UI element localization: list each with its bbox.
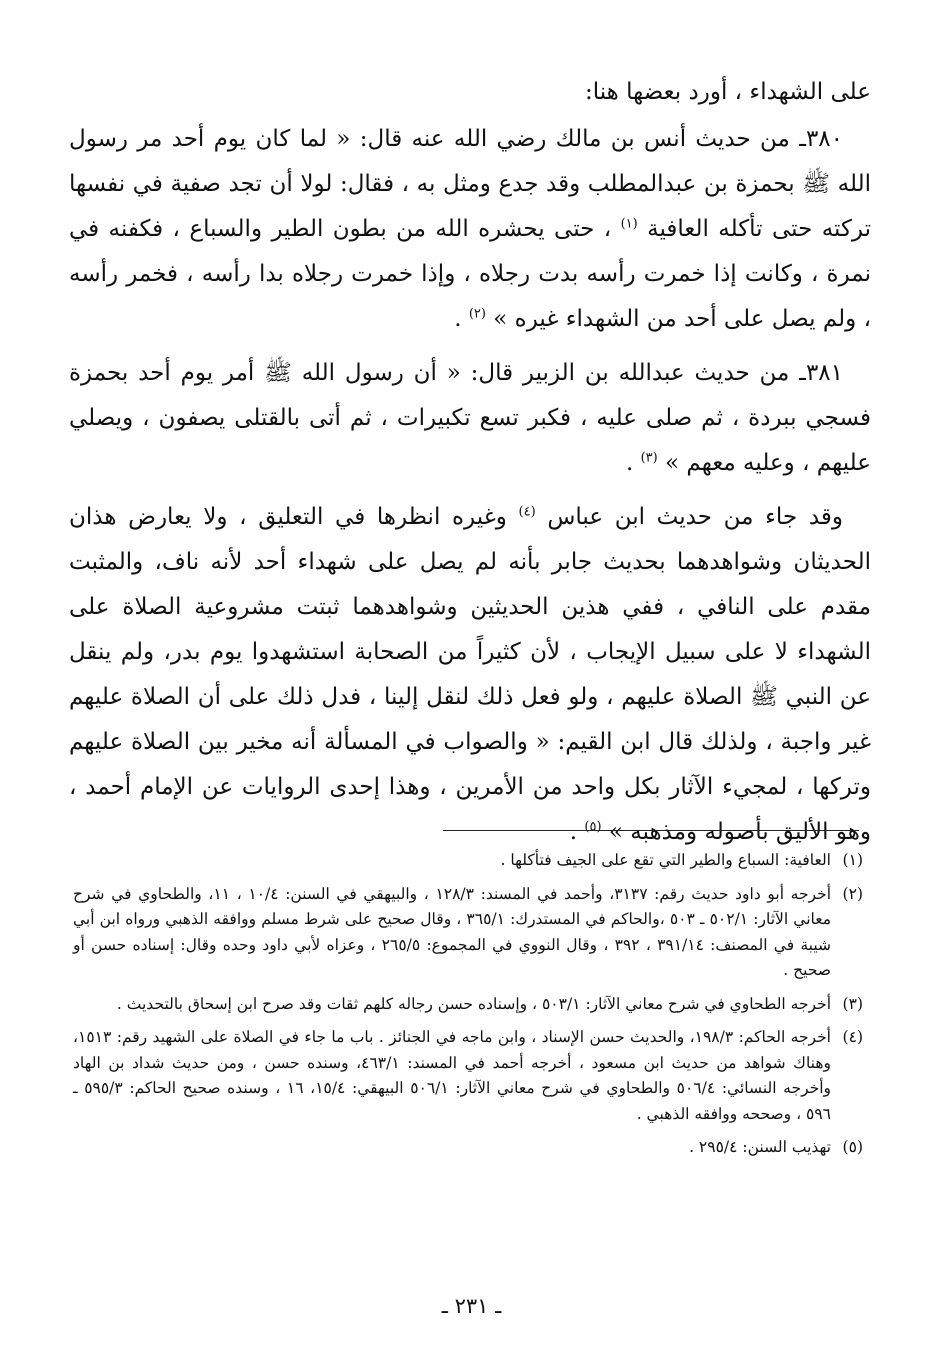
commentary-text: وقد جاء من حديث ابن عباس bbox=[547, 504, 843, 530]
footnote-ref-2[interactable]: (٢) bbox=[468, 306, 486, 322]
footnote-text: أخرجه الحاكم: ١٩٨/٣، والحديث حسن الإسناد ، وابن ماجه في الجنائز . باب ما جاء في الصلاة على الشهيد رقم: ١٥١٣، وهناك شواهد من حديث ابن مسعود ، أخرجه أحمد في المسند: ٤٦٣/١، وسنده حسن ، ومن حديث شداد بن الهاد وأخرجه النسائي: ٥٠٦/٤ والطحاوي في شرح معاني الآثار: ٥٠٦/١ البيهقي: ١٥/٤، ١٦ ، وسنده صحيح الحاكم: ٥٩٥/٣ ـ ٥٩٦ ، وصححه ووافقه الذهبي . bbox=[73, 1028, 832, 1123]
footnote-ref-3[interactable]: (٣) bbox=[640, 450, 658, 466]
footnote-text: العافية: السباع والطير التي تقع على الجيف فتأكلها . bbox=[500, 851, 831, 869]
footnote-text: أخرجه الطحاوي في شرح معاني الآثار: ٥٠٣/١ ، وإسناده حسن رجاله كلهم ثقات وقد صرح ابن إسحاق بالتحديث . bbox=[116, 994, 831, 1013]
footnote-5 bbox=[73, 1135, 863, 1161]
commentary-text-cont: وغيره انظرها في التعليق ، ولا يعارض هذان الحديثان وشواهدهما بحديث جابر بأنه لم يصل على شهداء أحد لأنه ناف، والمثبت مقدم على النافي ، ففي هذين الحديثين وشواهدهما ثبتت مشروعية الصلاة على الشهداء لا على سبيل الإيجاب ، لأن كثيراً من الصحابة استشهدوا يوم بدر، ولم ينقل عن النبي ﷺ الصلاة عليهم ، ولو فعل ذلك لنقل إلينا ، فدل ذلك على أن الصلاة عليهم غير واجبة ، ولذلك قال ابن القيم: « والصواب في المسألة أنه مخير بين الصلاة عليهم وتركها ، لمجيء الآثار بكل واحد من الأمرين ، وهذا إحدى الروايات عن الإمام أحمد ، وهو الأليق بأصوله ومذهبه » bbox=[69, 504, 871, 845]
footnote-4 bbox=[73, 1025, 863, 1127]
commentary-paragraph bbox=[69, 495, 871, 855]
footnote-3 bbox=[73, 992, 863, 1018]
commentary-end: . bbox=[569, 819, 578, 845]
footnote-text: تهذيب السنن: ٢٩٥/٤ . bbox=[689, 1138, 831, 1156]
hadith-381-text: ٣٨١ـ من حديث عبدالله بن الزبير قال: « أن رسول الله ﷺ أمر يوم أحد بحمزة فسجي ببردة ، ثم صلى عليه ، فكبر تسع تكبيرات ، ثم أتى بالقتلى يصفون ، ويصلي عليهم ، وعليه معهم » bbox=[69, 360, 871, 476]
footnote-number: (٢) bbox=[842, 884, 863, 903]
page-number: ـ ٢٣١ ـ bbox=[441, 1294, 502, 1318]
footnote-number: (٤) bbox=[842, 1028, 863, 1046]
hadith-380 bbox=[69, 117, 871, 342]
hadith-380-text: ٣٨٠ـ من حديث أنس بن مالك رضي الله عنه قال: « لما كان يوم أحد مر رسول الله ﷺ بحمزة بن عبدالمطلب وقد جدع ومثل به ، فقال: لولا أن تجد صفية في نفسها تركته حتى تأكله العافية bbox=[69, 126, 872, 242]
hadith-381 bbox=[69, 351, 871, 486]
hadith-380-text-cont: ، حتى يحشره الله من بطون الطير والسباع ، فكفنه في نمرة ، وكانت إذا خمرت رأسه بدت رجلاه ، وإذا خمرت رجلاه بدا رأسه ، فخمر رأسه ، ولم يصل على أحد من الشهداء غيره » bbox=[69, 216, 871, 332]
footnote-1 bbox=[73, 848, 863, 874]
footnote-ref-4[interactable]: (٤) bbox=[518, 504, 536, 520]
footnote-divider bbox=[443, 830, 859, 831]
footnotes-section bbox=[73, 848, 863, 1169]
footnote-ref-5[interactable]: (٥) bbox=[584, 819, 602, 835]
footnote-number: (٥) bbox=[842, 1138, 863, 1156]
footnote-number: (١) bbox=[842, 851, 863, 869]
footnote-text: أخرجه أبو داود حديث رقم: ٣١٣٧، وأحمد في المسند: ١٢٨/٣ ، والبيهقي في السنن: ١٠/٤ ، ١١، والطحاوي في شرح معاني الآثار: ٥٠٢/١ ـ ٥٠٣ ،والحاكم في المستدرك: ٣٦٥/١ ، وقال صحيح على شرط مسلم ووافقه الذهبي ورواه ابن أبي شيبة في المصنف: ٣٩١/١٤ ، ٣٩٢ ، وقال النووي في المجموع: ٢٦٥/٥ ، وعزاه لأبي داود وحده وقال: إسناده حسن أو صحيح . bbox=[73, 884, 832, 979]
footnote-ref-1[interactable]: (١) bbox=[620, 216, 638, 232]
main-text bbox=[69, 70, 871, 855]
footnote-number: (٣) bbox=[842, 994, 863, 1013]
footnote-2 bbox=[73, 882, 863, 984]
hadith-381-end: . bbox=[625, 450, 634, 476]
intro-line: على الشهداء ، أورد بعضها هنا: bbox=[584, 79, 871, 105]
hadith-380-end: . bbox=[454, 306, 462, 332]
